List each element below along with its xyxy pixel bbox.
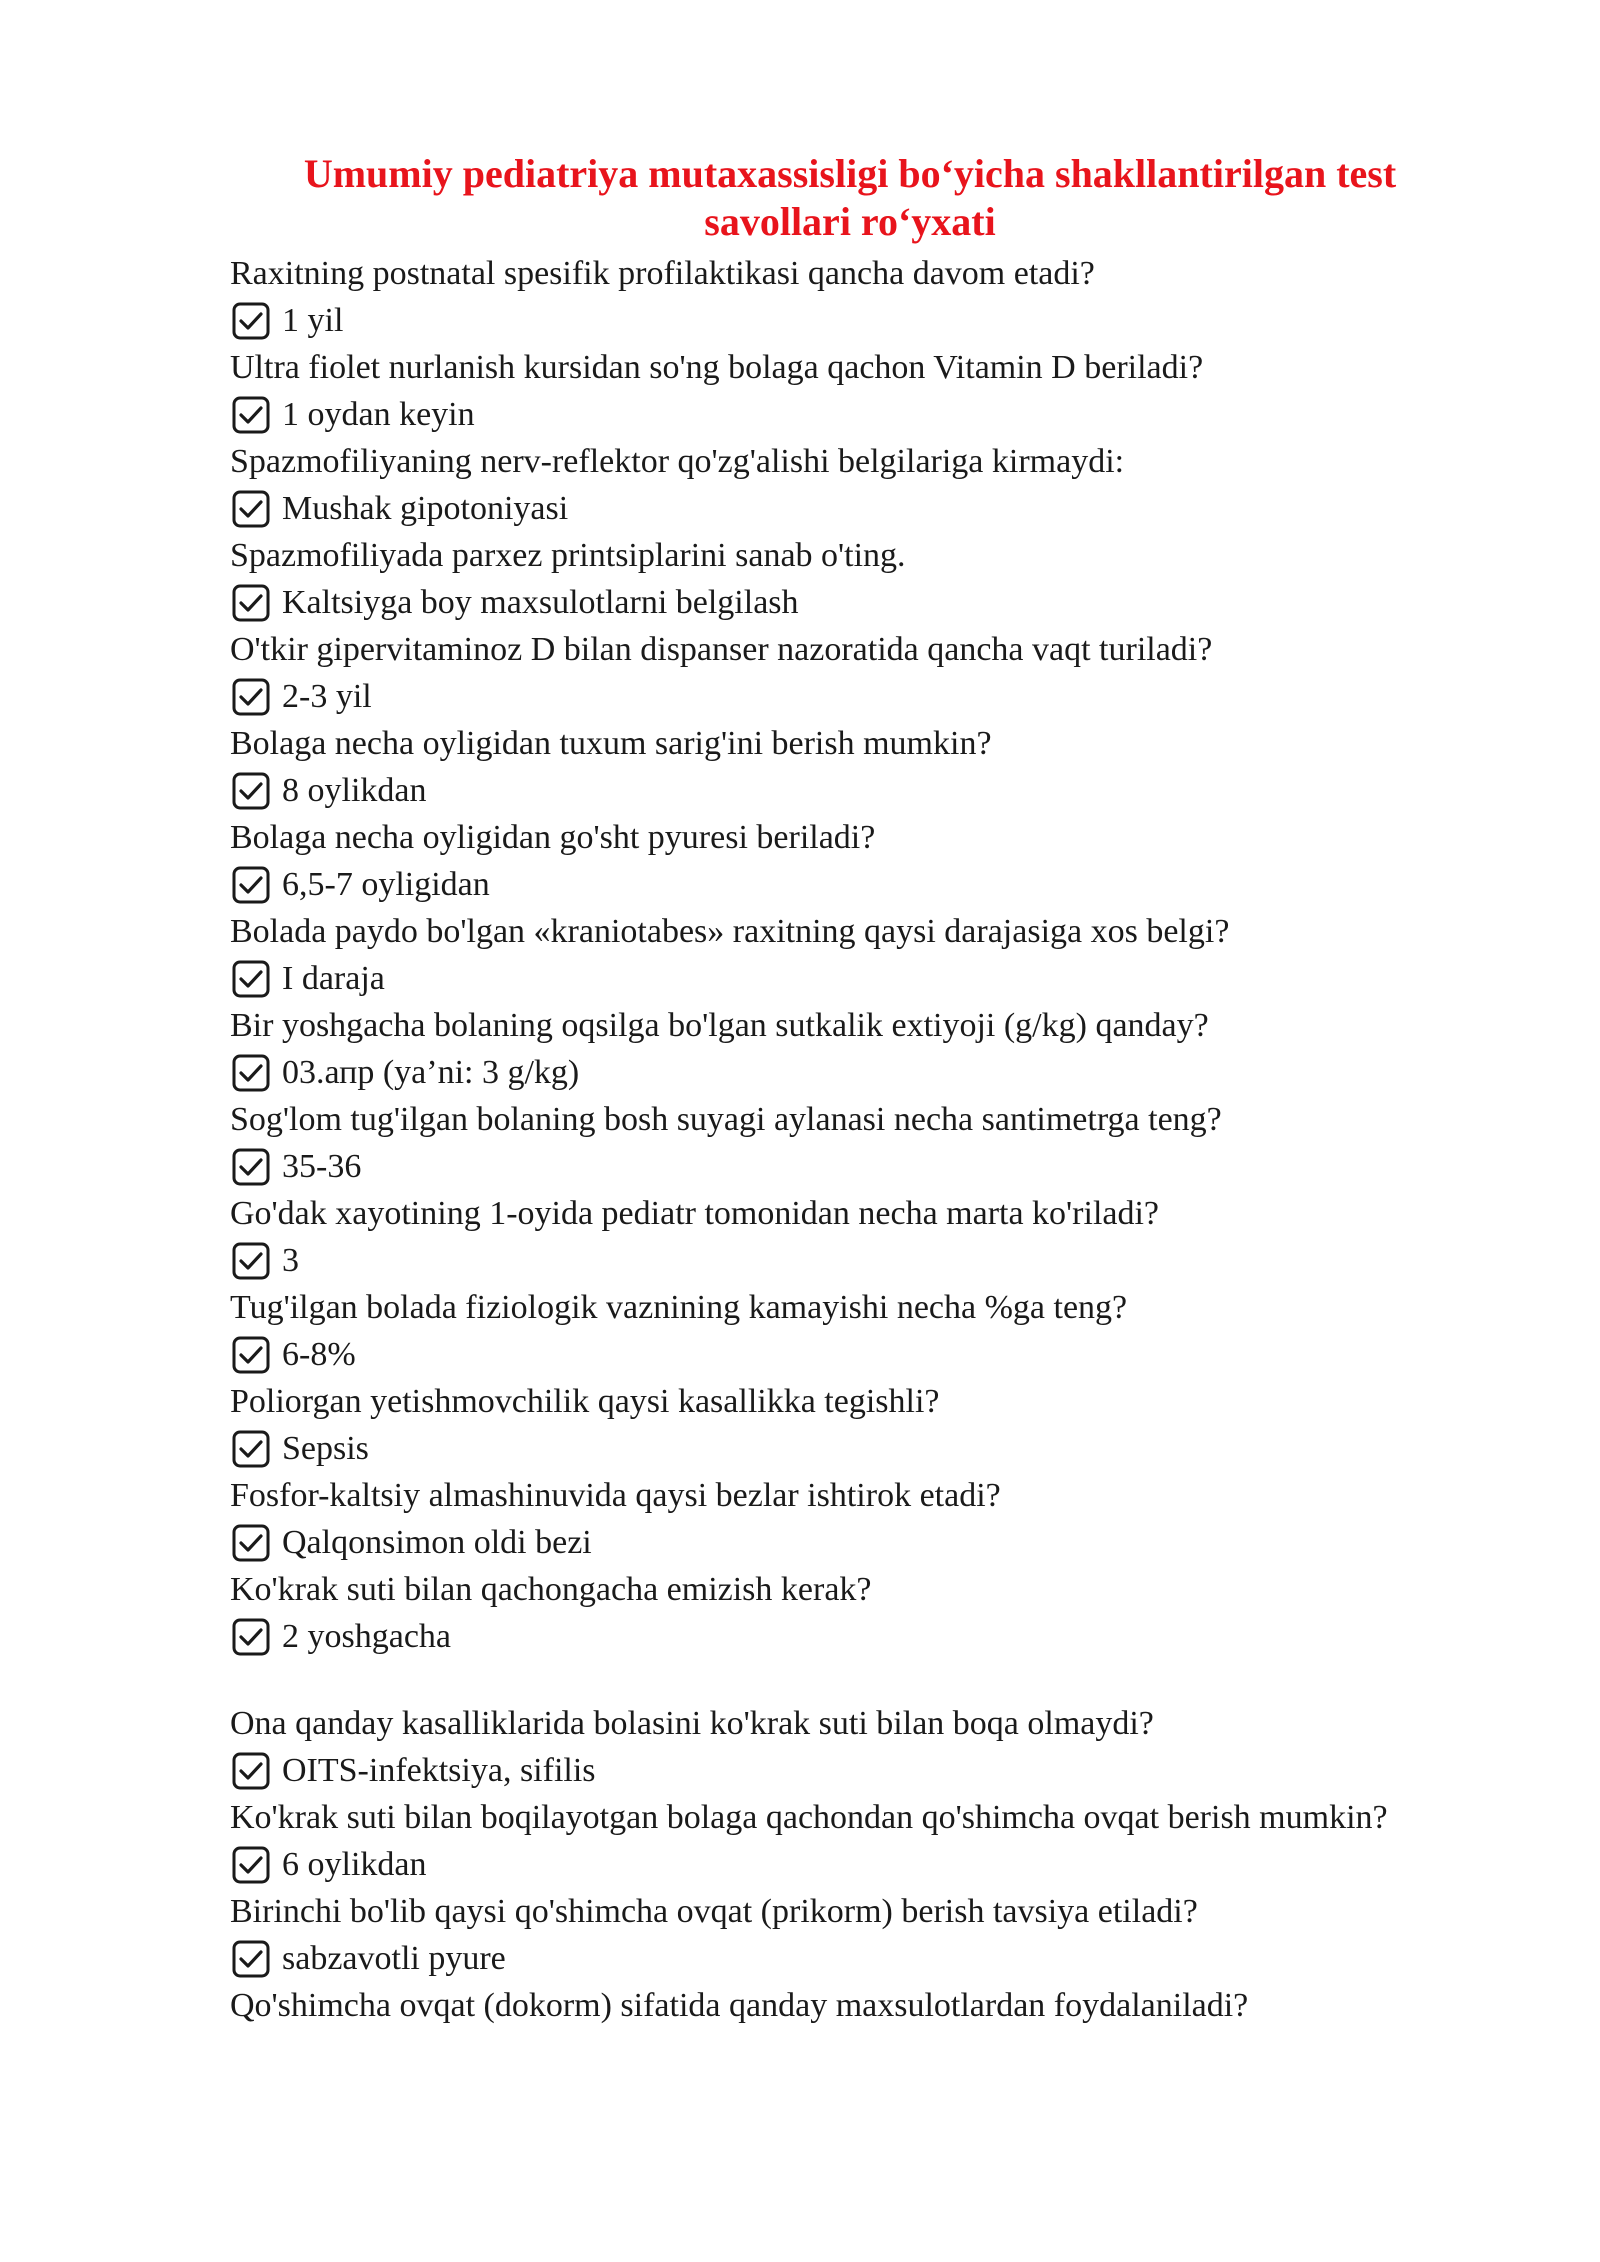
answer-line [230,861,1390,908]
question-text: Raxitning postnatal spesifik profilaktikasi qancha davom etadi? [230,255,1095,292]
question-text: Qo'shimcha ovqat (dokorm) sifatida qanday maxsulotlardan foydalaniladi? [230,1987,1249,2024]
checked-box-icon [230,582,272,624]
question-text: Fosfor-kaltsiy almashinuvida qaysi bezlar ishtirok etadi? [230,1477,1001,1514]
question-text: Go'dak xayotining 1-oyida pediatr tomonidan necha marta ko'riladi? [230,1195,1160,1232]
answer-text: 8 oylikdan [282,772,427,809]
question-item [230,1982,1390,2029]
question-item [230,1472,1390,1566]
question-text: Tug'ilgan bolada fiziologik vaznining kamayishi necha %ga teng? [230,1289,1128,1326]
answer-line [230,1049,1390,1096]
checked-box-icon [230,1750,272,1792]
answer-line [230,1331,1390,1378]
answer-text: I daraja [282,960,385,997]
question-item [230,1096,1390,1190]
checked-box-icon [230,1616,272,1658]
answer-text: Kaltsiyga boy maxsulotlarni belgilash [282,584,799,621]
question-text: Birinchi bo'lib qaysi qo'shimcha ovqat (prikorm) berish tavsiya etiladi? [230,1893,1198,1930]
checked-box-icon [230,1844,272,1886]
checked-box-icon [230,864,272,906]
answer-line [230,673,1390,720]
question-item [230,1284,1390,1378]
checked-box-icon [230,958,272,1000]
answer-text: 35-36 [282,1148,362,1185]
answer-line [230,1841,1390,1888]
answer-line [230,1237,1390,1284]
answer-text: OITS-infektsiya, sifilis [282,1752,596,1789]
answer-line [230,1425,1390,1472]
question-text: Spazmofiliyaning nerv-reflektor qo'zg'alishi belgilariga kirmaydi: [230,443,1125,480]
question-text: Bolaga necha oyligidan tuxum sarig'ini berish mumkin? [230,725,992,762]
question-item [230,1888,1390,1982]
question-item [230,532,1390,626]
question-item [230,250,1390,344]
answer-text: Sepsis [282,1430,369,1467]
checked-box-icon [230,770,272,812]
answer-text: 1 oydan keyin [282,396,475,433]
question-item [230,908,1390,1002]
checked-box-icon [230,1938,272,1980]
answer-text: 2 yoshgacha [282,1618,452,1655]
answer-text: 6,5-7 oyligidan [282,866,490,903]
question-text: O'tkir gipervitaminoz D bilan dispanser nazoratida qancha vaqt turiladi? [230,631,1213,668]
answer-text: 3 [282,1242,299,1279]
answer-line [230,767,1390,814]
question-text: Bolada paydo bo'lgan «kraniotabes» raxitning qaysi darajasiga xos belgi? [230,913,1230,950]
checked-box-icon [230,1052,272,1094]
question-text: Ona qanday kasalliklarida bolasini ko'krak suti bilan boqa olmaydi? [230,1705,1154,1742]
checked-box-icon [230,1146,272,1188]
answer-text: 2-3 yil [282,678,372,715]
checked-box-icon [230,300,272,342]
question-item [230,438,1390,532]
question-item [230,1190,1390,1284]
answer-text: 6 oylikdan [282,1846,427,1883]
answer-line [230,579,1390,626]
question-text: Ko'krak suti bilan qachongacha emizish kerak? [230,1571,872,1608]
checked-box-icon [230,394,272,436]
question-text: Bolaga necha oyligidan go'sht pyuresi beriladi? [230,819,876,856]
question-text: Spazmofiliyada parxez printsiplarini sanab o'ting. [230,537,906,574]
checked-box-icon [230,1334,272,1376]
question-item [230,720,1390,814]
question-item [230,1700,1390,1794]
answer-line [230,485,1390,532]
answer-text: 1 yil [282,302,344,339]
checked-box-icon [230,488,272,530]
answer-text: 03.апр (ya’ni: 3 g/kg) [282,1054,580,1091]
answer-line [230,1519,1390,1566]
question-text: Ultra fiolet nurlanish kursidan so'ng bolaga qachon Vitamin D beriladi? [230,349,1204,386]
checked-box-icon [230,1240,272,1282]
question-item [230,626,1390,720]
checked-box-icon [230,676,272,718]
question-text: Bir yoshgacha bolaning oqsilga bo'lgan sutkalik extiyoji (g/kg) qanday? [230,1007,1209,1044]
document-title: Umumiy pediatriya mutaxassisligi bo‘yicha shakllantirilgan test savollari ro‘yxati [303,151,1397,244]
answer-text: Qalqonsimon oldi bezi [282,1524,592,1561]
answer-line [230,1613,1390,1660]
checked-box-icon [230,1428,272,1470]
answer-text: sabzavotli pyure [282,1940,506,1977]
question-item [230,814,1390,908]
answer-line [230,955,1390,1002]
question-text: Sog'lom tug'ilgan bolaning bosh suyagi aylanasi necha santimetrga teng? [230,1101,1222,1138]
question-item [230,1002,1390,1096]
question-text: Poliorgan yetishmovchilik qaysi kasallikka tegishli? [230,1383,940,1420]
answer-text: 6-8% [282,1336,356,1373]
checked-box-icon [230,1522,272,1564]
question-item [230,1794,1390,1888]
question-item [230,344,1390,438]
answer-line [230,1935,1390,1982]
answer-line [230,391,1390,438]
question-text: Ko'krak suti bilan boqilayotgan bolaga qachondan qo'shimcha ovqat berish mumkin? [230,1799,1388,1836]
question-item [230,1566,1390,1660]
answer-line [230,1747,1390,1794]
question-list [230,250,1390,2029]
answer-text: Mushak gipotoniyasi [282,490,569,527]
answer-line [230,297,1390,344]
question-item [230,1378,1390,1472]
answer-line [230,1143,1390,1190]
